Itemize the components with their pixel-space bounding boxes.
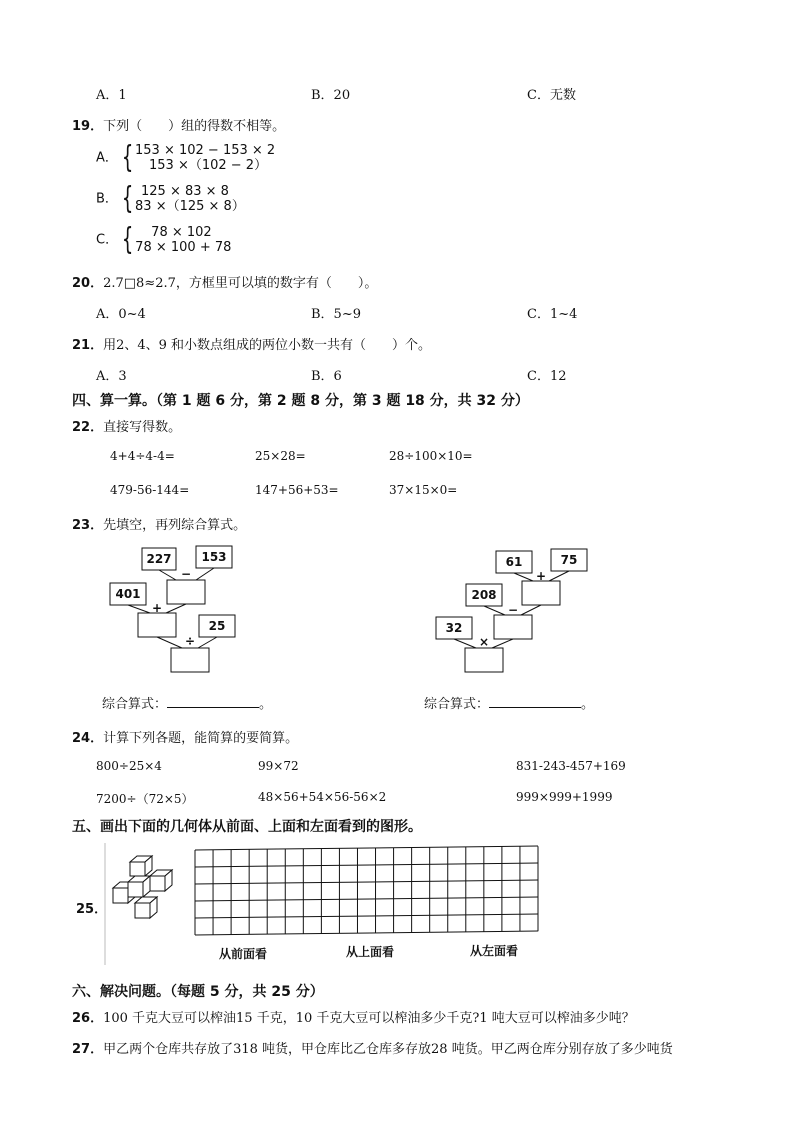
formula-label: 综合算式： (424, 697, 490, 712)
q19-b-line2: 83 ×（125 × 8） (135, 199, 245, 214)
q22-item: 28÷100×10= (389, 449, 473, 463)
q18-option-a: A．1 (96, 88, 127, 103)
brace-icon: { (121, 181, 134, 216)
q24-item: 831-243-457+169 (516, 759, 626, 773)
drawing-grid[interactable] (195, 846, 538, 935)
grid-line (195, 897, 538, 901)
q23-number: 23． (72, 518, 104, 533)
grid-line (195, 931, 538, 935)
q21-stem: 用2、4、9 和小数点组成的两位小数一共有（ ）个。 (103, 338, 432, 353)
q25-number: 25． (76, 902, 108, 917)
num-75: 75 (560, 553, 578, 567)
q21-option-c: C．12 (527, 369, 567, 384)
num-153: 153 (201, 550, 227, 564)
q26-number: 26． (72, 1011, 104, 1026)
grid-line (195, 914, 538, 918)
num-208: 208 (471, 588, 497, 602)
q22-number: 22． (72, 420, 104, 435)
grid-line (195, 880, 538, 884)
q20-option-b: B．5~9 (311, 307, 361, 322)
section-4-heading: 四、算一算。（第 1 题 6 分，第 2 题 8 分，第 3 题 18 分，共 32 分） (72, 393, 529, 409)
q24-number: 24． (72, 731, 104, 746)
section-6-heading: 六、解决问题。（每题 5 分，共 25 分） (72, 984, 324, 1000)
grid-line (195, 846, 538, 850)
q22-item: 37×15×0= (389, 483, 458, 497)
num-401: 401 (115, 587, 141, 601)
q21-number: 21． (72, 338, 104, 353)
q20-stem: 2.7□8≈2.7，方框里可以填的数字有（ ）。 (103, 276, 378, 291)
q24-stem: 计算下列各题，能简算的要简算。 (103, 731, 299, 746)
brace-icon: { (121, 222, 134, 257)
operator: + (535, 569, 547, 583)
q23-stem: 先填空，再列综合算式。 (103, 518, 247, 533)
q19-c-line1: 78 × 102 (151, 225, 212, 240)
num-25: 25 (208, 619, 226, 633)
q19-a-line1: 153 × 102 − 153 × 2 (135, 143, 276, 158)
operator: + (151, 601, 163, 615)
q19-c-label: C． (96, 232, 119, 248)
q20-option-a: A．0~4 (96, 307, 146, 322)
q19-c-line2: 78 × 100 + 78 (135, 240, 232, 255)
q22-item: 4+4÷4-4= (110, 449, 175, 463)
q26-text: 100 千克大豆可以榨油15 千克，10 千克大豆可以榨油多少千克?1 吨大豆可以榨油多少吨？ (103, 1011, 635, 1026)
q21-option-a: A．3 (96, 369, 127, 384)
q22-item: 147+56+53= (255, 483, 339, 497)
num-32: 32 (445, 621, 463, 635)
cube-stack-icon (113, 856, 172, 918)
q19-a-label: A． (96, 150, 118, 166)
q24-item: 999×999+1999 (516, 790, 613, 804)
q19-b-line1: 125 × 83 × 8 (141, 184, 229, 199)
q20-option-c: C．1~4 (527, 307, 578, 322)
formula-label: 综合算式： (102, 697, 168, 712)
q24-item: 99×72 (258, 759, 299, 773)
operator: − (507, 603, 519, 617)
q22-item: 25×28= (255, 449, 306, 463)
view-label-front: 从前面看 (218, 947, 268, 961)
operator: ÷ (184, 634, 196, 648)
q22-stem: 直接写得数。 (103, 420, 182, 435)
num-61: 61 (505, 555, 523, 569)
q18-option-b: B．20 (311, 88, 351, 103)
section-5-heading: 五、画出下面的几何体从前面、上面和左面看到的图形。 (72, 819, 422, 835)
q22-item: 479-56-144= (110, 483, 190, 497)
q26-question (72, 1007, 635, 1026)
formula-end: 。 (581, 697, 595, 712)
brace-icon: { (121, 140, 134, 175)
view-label-left: 从左面看 (469, 944, 519, 958)
q24-item: 48×56+54×56-56×2 (258, 790, 387, 804)
operator: × (478, 635, 490, 649)
q27-text: 甲乙两个仓库共存放了318 吨货，甲仓库比乙仓库多存放28 吨货。甲乙两仓库分别存放了多少吨货 (103, 1042, 673, 1057)
view-label-top: 从上面看 (345, 945, 395, 959)
q19-a-line2: 153 ×（102 − 2） (149, 158, 268, 173)
q19-stem: 下列（ ）组的得数不相等。 (103, 119, 286, 134)
grid-line (195, 863, 538, 867)
q27-question (72, 1038, 673, 1057)
num-227: 227 (146, 552, 172, 566)
q24-item: 7200÷（72×5） (96, 792, 194, 806)
operator: − (180, 567, 192, 581)
q20-number: 20． (72, 276, 104, 291)
q27-number: 27． (72, 1042, 104, 1057)
q19-b-label: B． (96, 191, 118, 207)
q24-item: 800÷25×4 (96, 759, 162, 773)
q19-number: 19． (72, 119, 104, 134)
q18-option-c: C．无数 (527, 88, 576, 103)
q21-option-b: B．6 (311, 369, 342, 384)
formula-end: 。 (259, 697, 273, 712)
